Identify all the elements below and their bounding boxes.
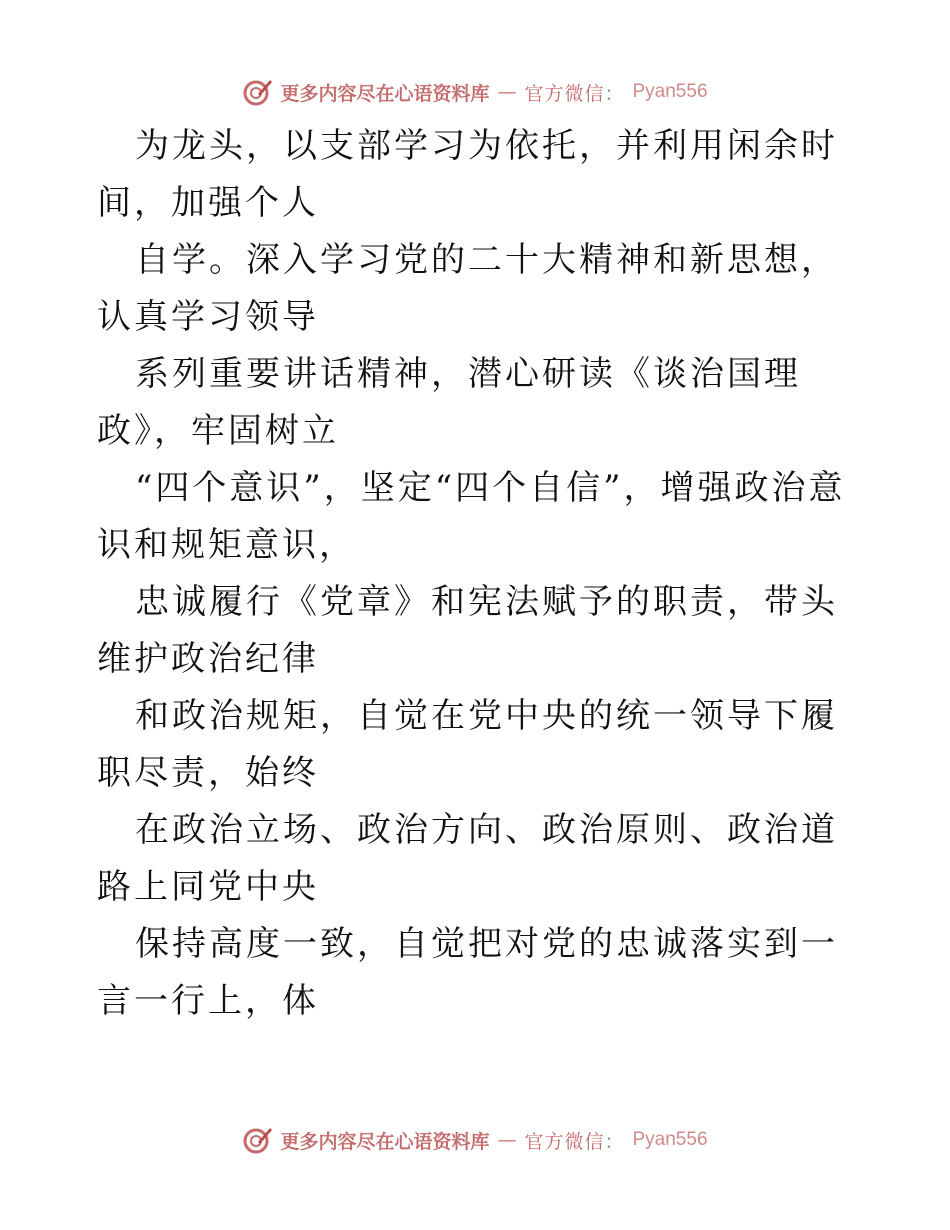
watermark-dash: — [497, 81, 517, 103]
paragraph: 和政治规矩，自觉在党中央的统一领导下履职尽责，始终 [97, 696, 838, 793]
paragraph: 忠诚履行《党章》和宪法赋予的职责，带头维护政治纪律 [97, 582, 838, 679]
watermark-wechat-id: Pyan556 [632, 81, 708, 102]
watermark-main-text: 更多内容尽在心语资料库 [280, 82, 490, 105]
footer-watermark [0, 1120, 950, 1160]
paragraph: 在政治立场、政治方向、政治原则、政治道路上同党中央 [97, 810, 838, 907]
watermark-dash: — [497, 1129, 517, 1151]
paragraph: 自学。深入学习党的二十大精神和新思想，认真学习领导 [97, 240, 838, 337]
paragraph: “四个意识”，坚定“四个自信”，增强政治意识和规矩意识， [97, 468, 846, 565]
header-watermark [0, 72, 950, 112]
paragraph: 系列重要讲话精神，潜心研读《谈治国理政》，牢固树立 [97, 354, 801, 451]
document-body [97, 118, 857, 1030]
watermark-wechat-label: 官方微信： [524, 1130, 625, 1153]
pen-swirl-logo-icon [242, 1124, 274, 1156]
paragraph: 为龙头，以支部学习为依托，并利用闲余时间，加强个人 [97, 126, 838, 223]
paragraph: 保持高度一致，自觉把对党的忠诚落实到一言一行上，体 [97, 924, 838, 1021]
watermark-main-text: 更多内容尽在心语资料库 [280, 1130, 490, 1153]
pen-swirl-logo-icon [242, 76, 274, 108]
watermark-wechat-id: Pyan556 [632, 1129, 708, 1150]
watermark-wechat-label: 官方微信： [524, 82, 625, 105]
